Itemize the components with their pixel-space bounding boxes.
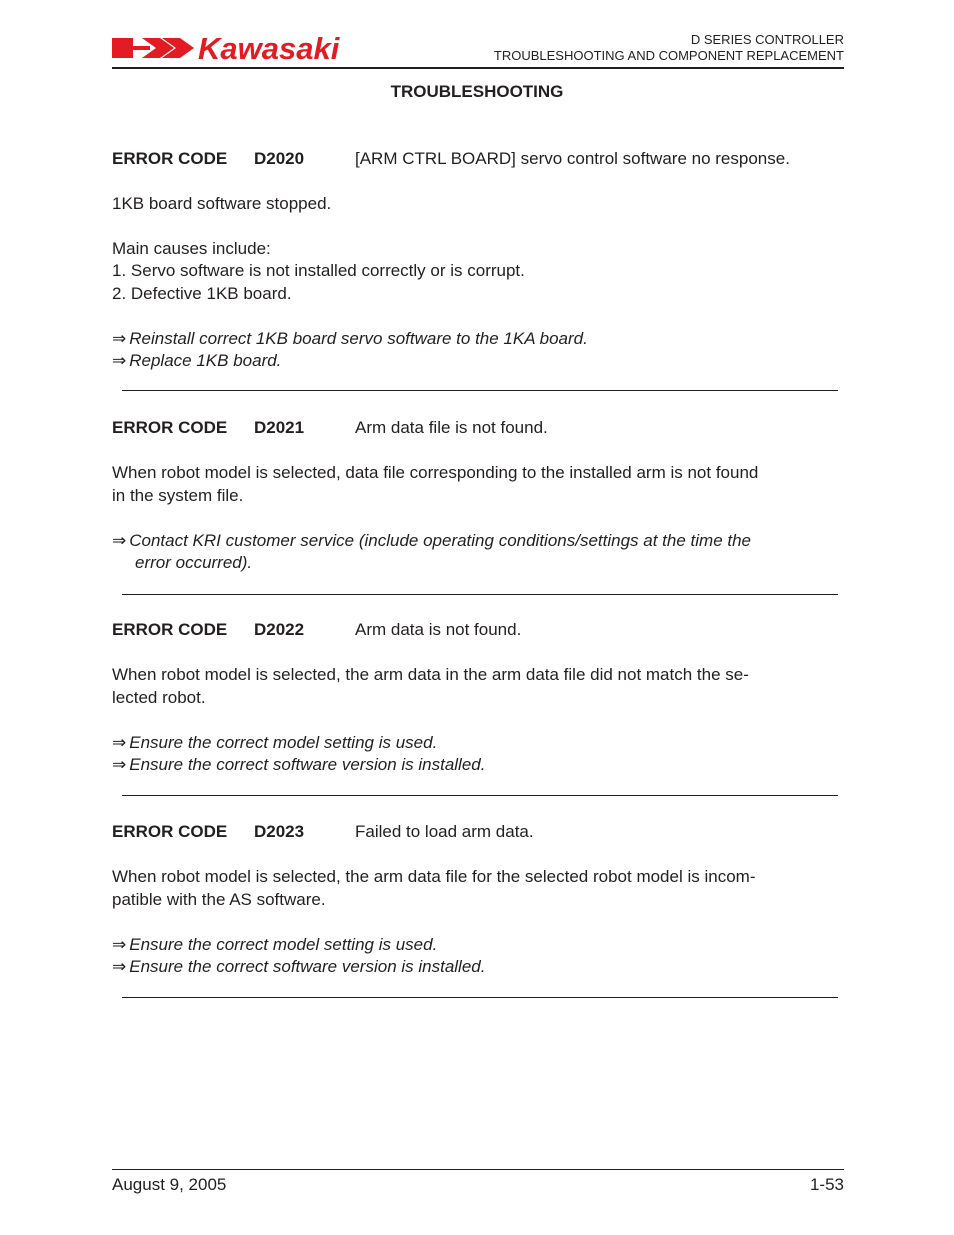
action-item — [112, 732, 437, 755]
error-label: ERROR CODE — [112, 620, 228, 639]
error-desc: lected robot. — [112, 688, 206, 707]
section-title: TROUBLESHOOTING — [390, 82, 564, 101]
action-item — [112, 328, 588, 351]
cause-item: 1. Servo software is not installed correctly or is corrupt. — [112, 261, 525, 280]
arrow-icon: ⇒ — [112, 935, 127, 954]
action-text: Ensure the correct software version is installed. — [129, 957, 486, 976]
arrow-icon: ⇒ — [112, 733, 127, 752]
section-divider — [122, 390, 838, 391]
action-text: Ensure the correct model setting is used. — [129, 733, 438, 752]
error-code: D2023 — [254, 822, 305, 841]
section-divider — [122, 795, 838, 796]
error-title: Arm data file is not found. — [355, 418, 548, 437]
error-desc: 1KB board software stopped. — [112, 194, 332, 213]
action-text: Replace 1KB board. — [129, 351, 282, 370]
action-text: error occurred). — [135, 553, 253, 572]
action-text: Contact KRI customer service (include operating conditions/settings at the time the — [129, 531, 752, 550]
error-code: D2020 — [254, 149, 305, 168]
error-label: ERROR CODE — [112, 149, 228, 168]
error-label: ERROR CODE — [112, 822, 228, 841]
error-desc: When robot model is selected, data file corresponding to the installed arm is not found — [112, 463, 759, 482]
brand-wordmark: Kawasaki — [198, 33, 340, 63]
arrow-icon: ⇒ — [112, 329, 127, 348]
causes-heading: Main causes include: — [112, 239, 271, 258]
action-item — [112, 530, 751, 553]
error-title: Failed to load arm data. — [355, 822, 534, 841]
cause-item: 2. Defective 1KB board. — [112, 284, 292, 303]
section-divider — [122, 997, 838, 998]
error-label: ERROR CODE — [112, 418, 228, 437]
header-subtitle: TROUBLESHOOTING AND COMPONENT REPLACEMENT — [493, 48, 844, 63]
action-item — [112, 956, 485, 979]
footer-date: August 9, 2005 — [112, 1175, 227, 1194]
kawasaki-river-mark-icon — [112, 38, 194, 58]
action-text: Ensure the correct model setting is used. — [129, 935, 438, 954]
kawasaki-logo — [112, 33, 392, 63]
header-series: D SERIES CONTROLLER — [690, 32, 844, 47]
error-code: D2022 — [254, 620, 305, 639]
error-desc: patible with the AS software. — [112, 890, 326, 909]
action-item — [112, 350, 281, 373]
action-item — [112, 754, 485, 777]
arrow-icon: ⇒ — [112, 351, 127, 370]
error-desc: in the system file. — [112, 486, 244, 505]
footer-divider — [112, 1169, 844, 1170]
header-divider — [112, 67, 844, 69]
action-text: Ensure the correct software version is installed. — [129, 755, 486, 774]
error-title: [ARM CTRL BOARD] servo control software no response. — [355, 149, 790, 168]
error-desc: When robot model is selected, the arm data in the arm data file did not match the se- — [112, 665, 749, 684]
page-number: 1-53 — [809, 1175, 844, 1194]
error-title: Arm data is not found. — [355, 620, 522, 639]
error-desc: When robot model is selected, the arm data file for the selected robot model is incom- — [112, 867, 756, 886]
arrow-icon: ⇒ — [112, 755, 127, 774]
section-divider — [122, 594, 838, 595]
arrow-icon: ⇒ — [112, 957, 127, 976]
error-code: D2021 — [254, 418, 305, 437]
action-text: Reinstall correct 1KB board servo software to the 1KA board. — [129, 329, 588, 348]
action-item — [112, 934, 437, 957]
arrow-icon: ⇒ — [112, 531, 127, 550]
